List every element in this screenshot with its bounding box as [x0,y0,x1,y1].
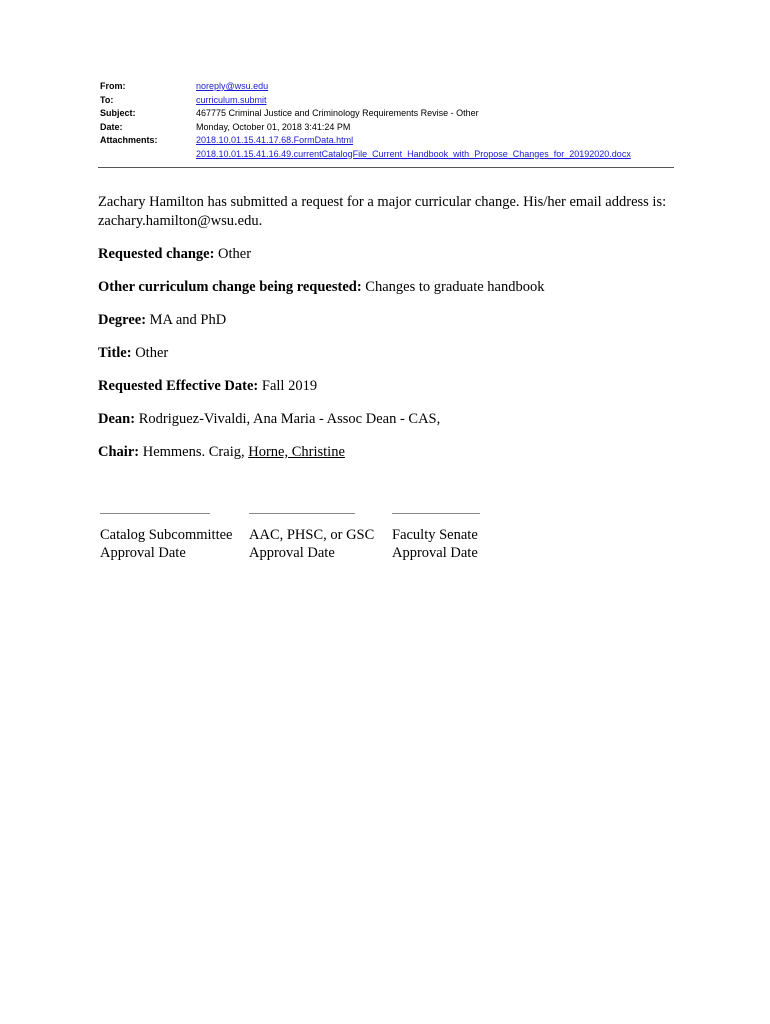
chair-label: Chair: [98,444,140,460]
effective-date-value: Fall 2019 [261,378,318,394]
other-change-value: Changes to graduate handbook [365,279,545,295]
date-value: Monday, October 01, 2018 3:41:24 PM [196,121,351,132]
dean-label: Dean: [98,411,136,427]
signature-label-line1: Faculty Senate [392,527,478,543]
intro-paragraph: Zachary Hamilton has submitted a request for a major curricular change. His/her email address is: zachary.hamilton@wsu.edu. [98,194,667,229]
dean-value: Rodriguez-Vivaldi, Ana Maria - Assoc Dean - CAS, [138,411,441,427]
email-body [98,193,678,476]
chair-value: Hemmens. Craig, [142,444,245,460]
signature-line [100,513,210,514]
attachments-label: Attachments: [100,135,158,145]
signature-label-line2: Approval Date [249,545,335,561]
dean-field [98,410,678,429]
from-link[interactable]: noreply@wsu.edu [196,81,269,91]
subject-label: Subject: [100,108,136,118]
signature-faculty-senate [392,513,480,562]
signature-label-line1: Catalog Subcommittee [100,527,233,543]
signature-label-line1: AAC, PHSC, or GSC [249,527,375,543]
signature-catalog-subcommittee [100,513,233,562]
title-value: Other [135,345,169,361]
signature-line [392,513,480,514]
attachments-list [196,134,631,161]
signature-label-line2: Approval Date [392,545,478,561]
effective-date-field [98,377,678,396]
other-change-label: Other curriculum change being requested: [98,279,362,295]
attachment-link[interactable]: 2018.10.01.15.41.17.68.FormData.html [196,135,354,145]
degree-value: MA and PhD [149,312,227,328]
degree-label: Degree: [98,312,147,328]
requested-change-label: Requested change: [98,246,215,262]
header-divider [98,167,674,168]
to-label: To: [100,94,114,105]
subject-value: 467775 Criminal Justice and Criminology Requirements Revise - Other [196,108,479,118]
signature-aac-phsc-gsc [249,513,374,562]
title-field [98,344,678,363]
email-header [100,80,631,161]
effective-date-label: Requested Effective Date: [98,378,259,394]
signature-label-line2: Approval Date [100,545,186,561]
to-link[interactable]: curriculum.submit [196,94,267,105]
date-row [100,121,631,135]
degree-field [98,311,678,330]
to-row [100,94,631,108]
date-label: Date: [100,121,123,132]
attachment-link[interactable]: 2018.10.01.15.41.16.49.currentCatalogFile_Current_Handbook_with_Propose_Changes_for_20192020.docx [196,148,631,159]
from-label: From: [100,81,126,91]
chair-underlined-name: Horne, Christine [248,444,345,460]
attachments-row [100,134,631,161]
title-label: Title: [98,345,132,361]
requested-change-field [98,245,678,264]
signature-line [249,513,355,514]
requested-change-value: Other [218,246,252,262]
from-row [100,80,631,94]
subject-row [100,107,631,121]
other-change-field [98,278,678,297]
chair-field [98,443,678,462]
